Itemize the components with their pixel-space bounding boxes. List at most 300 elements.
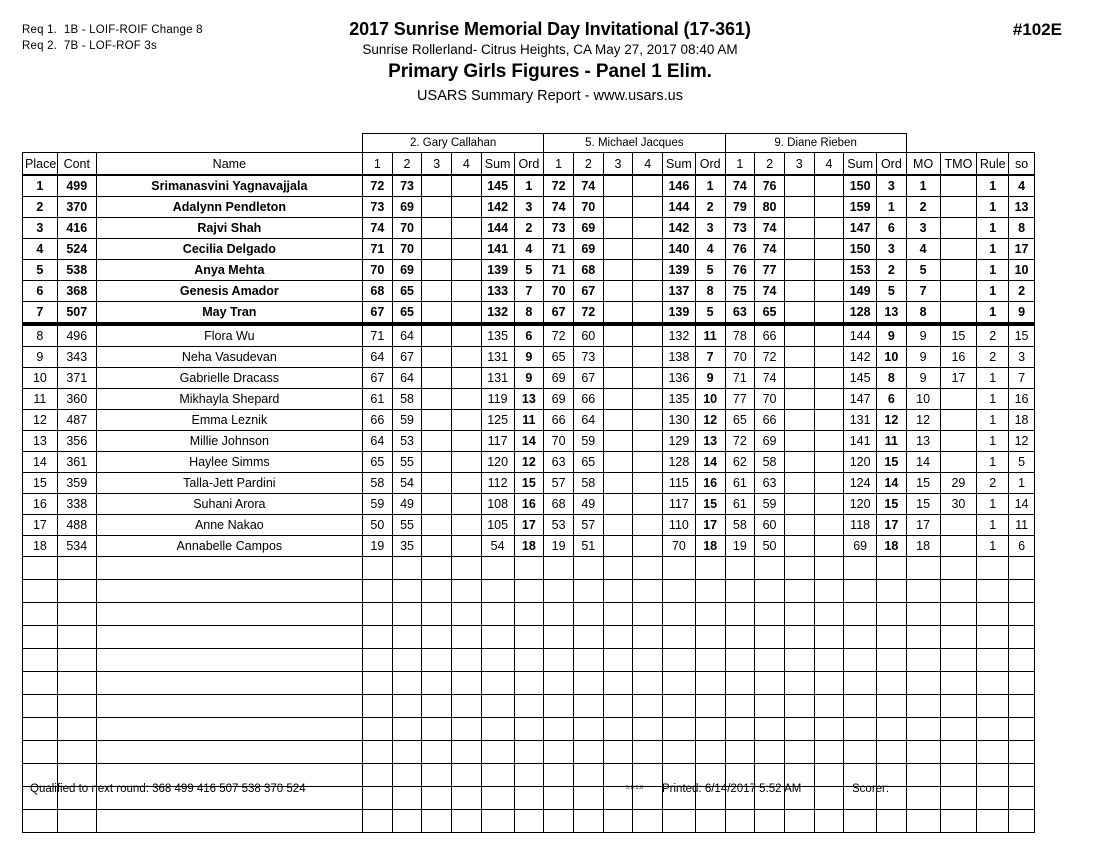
cell-name: Annabelle Campos bbox=[96, 536, 362, 557]
empty-cell bbox=[544, 603, 574, 626]
cell-j1-ord: 16 bbox=[514, 494, 544, 515]
cell-tmo bbox=[940, 302, 977, 325]
empty-cell bbox=[422, 603, 452, 626]
cell-j3-sum: 118 bbox=[844, 515, 877, 536]
cell-rule: 2 bbox=[977, 347, 1009, 368]
empty-cell bbox=[1009, 603, 1035, 626]
empty-table-row[interactable] bbox=[23, 557, 1035, 580]
table-row[interactable] bbox=[23, 218, 1035, 239]
cell-tmo: 29 bbox=[940, 473, 977, 494]
cell-j3-sum: 69 bbox=[844, 536, 877, 557]
table-row[interactable] bbox=[23, 260, 1035, 281]
empty-cell bbox=[452, 649, 482, 672]
cell-j1-fig2: 70 bbox=[392, 239, 422, 260]
cell-place: 12 bbox=[23, 410, 58, 431]
empty-cell bbox=[392, 626, 422, 649]
cell-j3-sum: 144 bbox=[844, 324, 877, 347]
empty-cell bbox=[96, 603, 362, 626]
table-row[interactable] bbox=[23, 175, 1035, 197]
cell-j1-ord: 4 bbox=[514, 239, 544, 260]
cell-j1-fig4 bbox=[452, 368, 482, 389]
table-row[interactable] bbox=[23, 389, 1035, 410]
cell-j1-sum: 125 bbox=[481, 410, 514, 431]
cell-j2-sum: 140 bbox=[663, 239, 696, 260]
empty-cell bbox=[695, 810, 725, 833]
empty-table-row[interactable] bbox=[23, 626, 1035, 649]
empty-cell bbox=[977, 741, 1009, 764]
empty-cell bbox=[814, 741, 844, 764]
cell-j2-sum: 132 bbox=[663, 324, 696, 347]
cell-j1-sum: 131 bbox=[481, 347, 514, 368]
empty-cell bbox=[814, 810, 844, 833]
cell-cont: 359 bbox=[57, 473, 96, 494]
empty-cell bbox=[977, 718, 1009, 741]
col-header-tmo: TMO bbox=[940, 153, 977, 176]
empty-cell bbox=[422, 810, 452, 833]
cell-j3-fig4 bbox=[814, 410, 844, 431]
col-header-j1-fig4: 4 bbox=[452, 153, 482, 176]
cell-j3-fig3 bbox=[784, 239, 814, 260]
cell-j3-fig3 bbox=[784, 302, 814, 325]
cell-j2-fig4 bbox=[633, 260, 663, 281]
empty-cell bbox=[977, 649, 1009, 672]
cell-j2-sum: 136 bbox=[663, 368, 696, 389]
cell-name: Millie Johnson bbox=[96, 431, 362, 452]
cell-j2-fig2: 57 bbox=[573, 515, 603, 536]
empty-cell bbox=[57, 580, 96, 603]
empty-cell bbox=[544, 695, 574, 718]
empty-cell bbox=[603, 672, 633, 695]
cell-place: 15 bbox=[23, 473, 58, 494]
cell-rule: 1 bbox=[977, 452, 1009, 473]
cell-tmo bbox=[940, 431, 977, 452]
table-row[interactable] bbox=[23, 452, 1035, 473]
cell-j3-ord: 2 bbox=[877, 260, 907, 281]
cell-j3-fig2: 65 bbox=[755, 302, 785, 325]
cell-j3-fig1: 71 bbox=[725, 368, 755, 389]
cell-so: 1 bbox=[1009, 473, 1035, 494]
cell-j2-ord: 13 bbox=[695, 431, 725, 452]
cell-j1-sum: 120 bbox=[481, 452, 514, 473]
cell-place: 5 bbox=[23, 260, 58, 281]
cell-j2-ord: 10 bbox=[695, 389, 725, 410]
col-header-j3-fig1: 1 bbox=[725, 153, 755, 176]
empty-cell bbox=[695, 649, 725, 672]
cell-j2-fig1: 63 bbox=[544, 452, 574, 473]
cell-mo: 13 bbox=[906, 431, 940, 452]
table-row[interactable] bbox=[23, 536, 1035, 557]
cell-j3-fig2: 74 bbox=[755, 239, 785, 260]
cell-j3-sum: 131 bbox=[844, 410, 877, 431]
cell-j3-fig3 bbox=[784, 452, 814, 473]
report-footer bbox=[22, 783, 1035, 801]
cell-j2-sum: 139 bbox=[663, 260, 696, 281]
empty-cell bbox=[603, 649, 633, 672]
cell-cont: 499 bbox=[57, 175, 96, 197]
empty-cell bbox=[96, 649, 362, 672]
empty-cell bbox=[844, 649, 877, 672]
empty-cell bbox=[940, 649, 977, 672]
cell-j1-ord: 6 bbox=[514, 324, 544, 347]
cell-j2-fig4 bbox=[633, 536, 663, 557]
cell-cont: 487 bbox=[57, 410, 96, 431]
cell-so: 12 bbox=[1009, 431, 1035, 452]
cell-so: 8 bbox=[1009, 218, 1035, 239]
empty-cell bbox=[633, 557, 663, 580]
cell-j2-fig3 bbox=[603, 218, 633, 239]
cell-rule: 1 bbox=[977, 431, 1009, 452]
empty-cell bbox=[906, 695, 940, 718]
cell-name: Anya Mehta bbox=[96, 260, 362, 281]
empty-cell bbox=[452, 695, 482, 718]
cell-j3-sum: 120 bbox=[844, 452, 877, 473]
cell-j1-fig1: 64 bbox=[362, 347, 392, 368]
empty-cell bbox=[844, 695, 877, 718]
empty-cell bbox=[784, 718, 814, 741]
empty-cell bbox=[392, 810, 422, 833]
cell-j3-fig3 bbox=[784, 197, 814, 218]
empty-cell bbox=[844, 672, 877, 695]
cell-mo: 8 bbox=[906, 302, 940, 325]
cell-cont: 496 bbox=[57, 324, 96, 347]
cell-j3-fig4 bbox=[814, 218, 844, 239]
empty-cell bbox=[725, 626, 755, 649]
cell-j1-fig4 bbox=[452, 473, 482, 494]
empty-cell bbox=[695, 718, 725, 741]
cell-j3-fig2: 80 bbox=[755, 197, 785, 218]
cell-j3-fig3 bbox=[784, 368, 814, 389]
empty-cell bbox=[725, 603, 755, 626]
cell-j3-fig3 bbox=[784, 324, 814, 347]
empty-cell bbox=[755, 626, 785, 649]
cell-j1-fig2: 55 bbox=[392, 515, 422, 536]
cell-j2-ord: 17 bbox=[695, 515, 725, 536]
cell-rule: 2 bbox=[977, 473, 1009, 494]
cell-j2-fig4 bbox=[633, 281, 663, 302]
cell-j1-fig3 bbox=[422, 175, 452, 197]
cell-j2-fig4 bbox=[633, 431, 663, 452]
col-header-j1-ord: Ord bbox=[514, 153, 544, 176]
cell-tmo bbox=[940, 260, 977, 281]
empty-table-row[interactable] bbox=[23, 649, 1035, 672]
cell-mo: 7 bbox=[906, 281, 940, 302]
empty-cell bbox=[755, 603, 785, 626]
cell-j1-sum: 117 bbox=[481, 431, 514, 452]
cell-name: Emma Leznik bbox=[96, 410, 362, 431]
report-line: USARS Summary Report - www.usars.us bbox=[417, 88, 683, 104]
empty-cell bbox=[362, 741, 392, 764]
empty-cell bbox=[514, 557, 544, 580]
cell-j2-sum: 146 bbox=[663, 175, 696, 197]
cell-j2-fig3 bbox=[603, 368, 633, 389]
empty-cell bbox=[392, 718, 422, 741]
cell-j2-fig4 bbox=[633, 175, 663, 197]
cell-j1-fig3 bbox=[422, 260, 452, 281]
empty-cell bbox=[573, 580, 603, 603]
cell-j3-fig2: 63 bbox=[755, 473, 785, 494]
empty-cell bbox=[784, 810, 814, 833]
cell-tmo: 15 bbox=[940, 324, 977, 347]
empty-cell bbox=[23, 557, 58, 580]
cell-j3-fig2: 76 bbox=[755, 175, 785, 197]
cell-j1-fig1: 50 bbox=[362, 515, 392, 536]
empty-cell bbox=[23, 718, 58, 741]
cell-j1-fig2: 69 bbox=[392, 260, 422, 281]
empty-cell bbox=[452, 741, 482, 764]
empty-cell bbox=[695, 557, 725, 580]
empty-cell bbox=[633, 810, 663, 833]
cell-tmo bbox=[940, 175, 977, 197]
cell-j1-fig3 bbox=[422, 452, 452, 473]
cell-j1-ord: 7 bbox=[514, 281, 544, 302]
table-row[interactable] bbox=[23, 431, 1035, 452]
cell-j3-sum: 150 bbox=[844, 239, 877, 260]
cell-j3-fig3 bbox=[784, 218, 814, 239]
table-row[interactable] bbox=[23, 515, 1035, 536]
cell-so: 16 bbox=[1009, 389, 1035, 410]
cell-j3-fig2: 66 bbox=[755, 410, 785, 431]
empty-cell bbox=[940, 718, 977, 741]
cell-name: Gabrielle Dracass bbox=[96, 368, 362, 389]
empty-cell bbox=[514, 672, 544, 695]
scorer-label: Scorer: bbox=[852, 783, 890, 795]
empty-cell bbox=[422, 695, 452, 718]
table-row[interactable] bbox=[23, 473, 1035, 494]
empty-cell bbox=[633, 718, 663, 741]
cell-j2-sum: 70 bbox=[663, 536, 696, 557]
empty-cell bbox=[633, 580, 663, 603]
cell-j2-fig2: 60 bbox=[573, 324, 603, 347]
cell-name: Flora Wu bbox=[96, 324, 362, 347]
empty-cell bbox=[514, 741, 544, 764]
cell-so: 13 bbox=[1009, 197, 1035, 218]
cell-j2-fig4 bbox=[633, 197, 663, 218]
cell-tmo bbox=[940, 218, 977, 239]
cell-tmo: 17 bbox=[940, 368, 977, 389]
table-row[interactable] bbox=[23, 368, 1035, 389]
cell-j1-fig1: 67 bbox=[362, 368, 392, 389]
col-header-cont: Cont bbox=[57, 153, 96, 176]
empty-cell bbox=[544, 626, 574, 649]
cell-tmo bbox=[940, 281, 977, 302]
empty-cell bbox=[481, 649, 514, 672]
table-row[interactable] bbox=[23, 302, 1035, 325]
cell-j2-fig1: 69 bbox=[544, 389, 574, 410]
cell-place: 10 bbox=[23, 368, 58, 389]
empty-cell bbox=[877, 557, 907, 580]
cell-cont: 338 bbox=[57, 494, 96, 515]
cell-j3-fig4 bbox=[814, 197, 844, 218]
empty-cell bbox=[725, 557, 755, 580]
cell-j3-sum: 141 bbox=[844, 431, 877, 452]
empty-cell bbox=[877, 810, 907, 833]
empty-cell bbox=[603, 810, 633, 833]
cell-j1-fig4 bbox=[452, 431, 482, 452]
cell-j2-fig4 bbox=[633, 239, 663, 260]
cell-so: 2 bbox=[1009, 281, 1035, 302]
cell-j1-fig2: 65 bbox=[392, 281, 422, 302]
cell-j2-ord: 15 bbox=[695, 494, 725, 515]
table-row[interactable] bbox=[23, 239, 1035, 260]
cell-j3-fig3 bbox=[784, 281, 814, 302]
empty-cell bbox=[362, 580, 392, 603]
empty-cell bbox=[755, 557, 785, 580]
qualified-list: Qualified to next round: 368 499 416 507 538 370 524 bbox=[30, 783, 306, 795]
empty-cell bbox=[877, 603, 907, 626]
empty-cell bbox=[663, 718, 696, 741]
cell-j1-fig1: 64 bbox=[362, 431, 392, 452]
empty-cell bbox=[23, 672, 58, 695]
cell-j3-fig1: 72 bbox=[725, 431, 755, 452]
cell-name: Genesis Amador bbox=[96, 281, 362, 302]
cell-j2-fig4 bbox=[633, 473, 663, 494]
empty-table-row[interactable] bbox=[23, 580, 1035, 603]
cell-j3-fig3 bbox=[784, 389, 814, 410]
results-table bbox=[22, 133, 1035, 833]
empty-cell bbox=[573, 649, 603, 672]
empty-cell bbox=[977, 557, 1009, 580]
cell-cont: 371 bbox=[57, 368, 96, 389]
table-row[interactable] bbox=[23, 197, 1035, 218]
cell-mo: 12 bbox=[906, 410, 940, 431]
empty-cell bbox=[695, 603, 725, 626]
cell-j1-fig2: 70 bbox=[392, 218, 422, 239]
empty-cell bbox=[814, 718, 844, 741]
empty-cell bbox=[603, 557, 633, 580]
empty-cell bbox=[814, 672, 844, 695]
cell-j2-fig1: 67 bbox=[544, 302, 574, 325]
empty-cell bbox=[695, 741, 725, 764]
cell-j2-fig2: 49 bbox=[573, 494, 603, 515]
cell-j3-fig4 bbox=[814, 494, 844, 515]
cell-j3-sum: 120 bbox=[844, 494, 877, 515]
empty-cell bbox=[844, 557, 877, 580]
empty-table-row[interactable] bbox=[23, 672, 1035, 695]
cell-j2-fig1: 70 bbox=[544, 281, 574, 302]
empty-cell bbox=[940, 672, 977, 695]
empty-cell bbox=[544, 718, 574, 741]
cell-tmo bbox=[940, 239, 977, 260]
empty-cell bbox=[573, 718, 603, 741]
empty-cell bbox=[784, 626, 814, 649]
cell-j3-fig3 bbox=[784, 431, 814, 452]
cell-j2-fig2: 69 bbox=[573, 218, 603, 239]
cell-j2-fig3 bbox=[603, 239, 633, 260]
cell-j2-ord: 16 bbox=[695, 473, 725, 494]
empty-cell bbox=[814, 580, 844, 603]
cell-j2-fig1: 66 bbox=[544, 410, 574, 431]
cell-j2-fig1: 71 bbox=[544, 239, 574, 260]
cell-j1-fig1: 73 bbox=[362, 197, 392, 218]
cell-so: 18 bbox=[1009, 410, 1035, 431]
table-row[interactable] bbox=[23, 494, 1035, 515]
cell-j3-ord: 12 bbox=[877, 410, 907, 431]
venue-line: Sunrise Rollerland- Citrus Heights, CA May 27, 2017 08:40 AM bbox=[362, 42, 738, 57]
empty-cell bbox=[514, 603, 544, 626]
cell-j1-sum: 132 bbox=[481, 302, 514, 325]
cell-j1-ord: 8 bbox=[514, 302, 544, 325]
empty-cell bbox=[663, 649, 696, 672]
cell-j1-fig2: 59 bbox=[392, 410, 422, 431]
cell-j2-fig3 bbox=[603, 452, 633, 473]
empty-cell bbox=[514, 626, 544, 649]
cell-so: 6 bbox=[1009, 536, 1035, 557]
empty-table-row[interactable] bbox=[23, 741, 1035, 764]
cell-place: 4 bbox=[23, 239, 58, 260]
cell-j2-fig1: 68 bbox=[544, 494, 574, 515]
cell-j2-ord: 1 bbox=[695, 175, 725, 197]
empty-table-row[interactable] bbox=[23, 810, 1035, 833]
cell-j2-fig4 bbox=[633, 324, 663, 347]
cell-name: Suhani Arora bbox=[96, 494, 362, 515]
cell-mo: 14 bbox=[906, 452, 940, 473]
empty-table-row[interactable] bbox=[23, 603, 1035, 626]
empty-table-row[interactable] bbox=[23, 695, 1035, 718]
table-row[interactable] bbox=[23, 281, 1035, 302]
cell-j3-ord: 14 bbox=[877, 473, 907, 494]
cell-j3-fig1: 70 bbox=[725, 347, 755, 368]
cell-place: 3 bbox=[23, 218, 58, 239]
cell-j1-fig2: 73 bbox=[392, 175, 422, 197]
empty-cell bbox=[906, 580, 940, 603]
cell-place: 18 bbox=[23, 536, 58, 557]
empty-cell bbox=[57, 695, 96, 718]
cell-j1-ord: 14 bbox=[514, 431, 544, 452]
empty-cell bbox=[940, 810, 977, 833]
empty-cell bbox=[977, 626, 1009, 649]
cell-j3-fig2: 59 bbox=[755, 494, 785, 515]
cell-j1-fig2: 55 bbox=[392, 452, 422, 473]
cell-j3-fig4 bbox=[814, 347, 844, 368]
cell-j2-sum: 115 bbox=[663, 473, 696, 494]
empty-cell bbox=[663, 626, 696, 649]
table-row[interactable] bbox=[23, 324, 1035, 347]
cell-j1-sum: 105 bbox=[481, 515, 514, 536]
cell-j1-sum: 112 bbox=[481, 473, 514, 494]
empty-cell bbox=[1009, 741, 1035, 764]
empty-cell bbox=[96, 672, 362, 695]
table-row[interactable] bbox=[23, 347, 1035, 368]
cell-j1-sum: 145 bbox=[481, 175, 514, 197]
empty-cell bbox=[392, 603, 422, 626]
cell-name: Mikhayla Shepard bbox=[96, 389, 362, 410]
empty-cell bbox=[362, 603, 392, 626]
empty-cell bbox=[844, 626, 877, 649]
cell-j2-fig2: 73 bbox=[573, 347, 603, 368]
table-row[interactable] bbox=[23, 410, 1035, 431]
empty-table-row[interactable] bbox=[23, 718, 1035, 741]
empty-cell bbox=[844, 741, 877, 764]
cell-j1-fig1: 65 bbox=[362, 452, 392, 473]
empty-cell bbox=[573, 741, 603, 764]
cell-tmo bbox=[940, 389, 977, 410]
empty-cell bbox=[96, 557, 362, 580]
empty-cell bbox=[96, 626, 362, 649]
empty-cell bbox=[877, 695, 907, 718]
cell-j2-fig3 bbox=[603, 473, 633, 494]
cell-j1-fig4 bbox=[452, 515, 482, 536]
cell-j2-fig4 bbox=[633, 368, 663, 389]
cell-j2-fig4 bbox=[633, 452, 663, 473]
col-header-name: Name bbox=[96, 153, 362, 176]
cell-j1-fig1: 71 bbox=[362, 324, 392, 347]
empty-cell bbox=[23, 603, 58, 626]
cell-j2-fig3 bbox=[603, 515, 633, 536]
cell-mo: 5 bbox=[906, 260, 940, 281]
cell-j1-fig4 bbox=[452, 197, 482, 218]
empty-cell bbox=[422, 741, 452, 764]
cell-j1-fig2: 69 bbox=[392, 197, 422, 218]
